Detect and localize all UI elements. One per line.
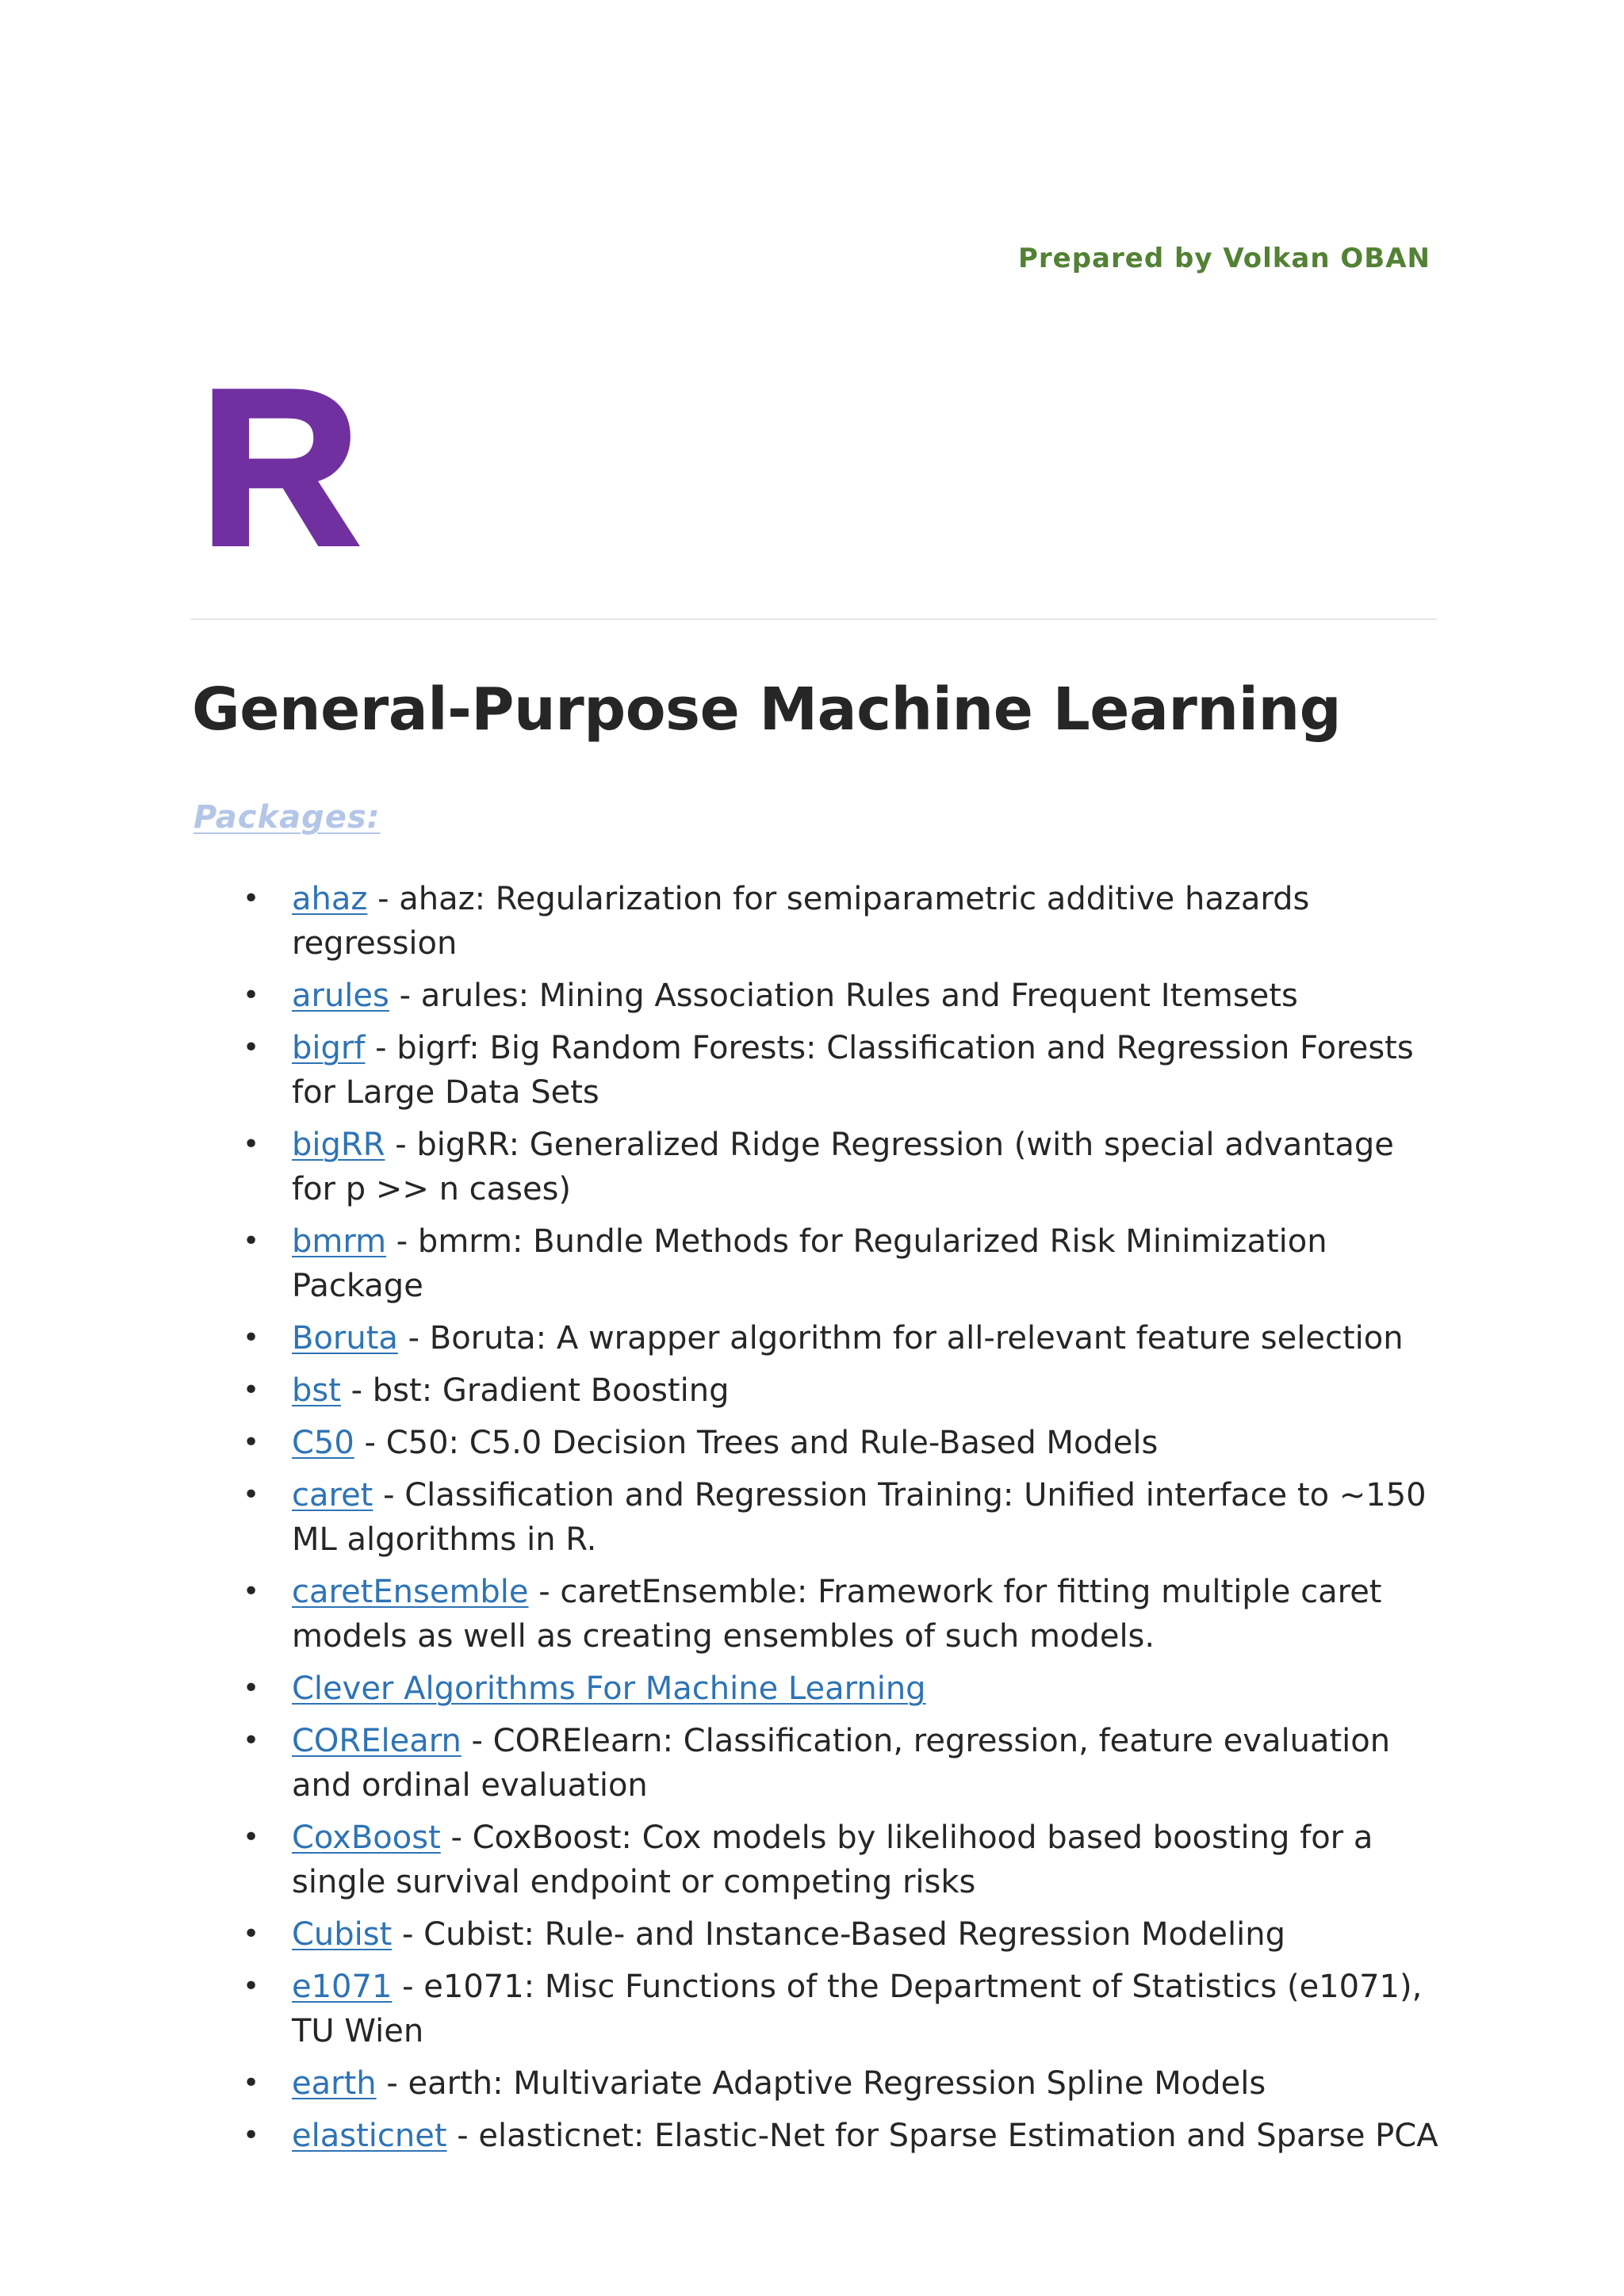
bullet-icon: •	[243, 2067, 260, 2099]
bullet-icon: •	[243, 882, 260, 915]
list-item	[238, 1123, 1443, 1211]
package-link[interactable]: ahaz	[292, 881, 368, 917]
package-description: - caretEnsemble: Framework for fitting multiple caret models as well as creating ensembles of such models.	[292, 1574, 1382, 1655]
package-description: - earth: Multivariate Adaptive Regression Spline Models	[376, 2065, 1266, 2102]
bullet-icon: •	[243, 1374, 260, 1406]
package-link[interactable]: bigrf	[292, 1030, 366, 1066]
prepared-by: Prepared by Volkan OBAN	[1017, 243, 1431, 274]
package-description: - elasticnet: Elastic-Net for Sparse Estimation and Sparse PCA	[446, 2118, 1438, 2154]
list-item	[238, 1219, 1443, 1308]
bullet-icon: •	[243, 1225, 260, 1257]
bullet-icon: •	[243, 1970, 260, 2003]
list-item	[238, 974, 1443, 1018]
package-link[interactable]: bmrm	[292, 1223, 387, 1260]
bullet-icon: •	[243, 1724, 260, 1757]
list-item	[238, 1965, 1443, 2053]
list-item	[238, 1473, 1443, 1562]
bullet-icon: •	[243, 979, 260, 1012]
list-item	[238, 877, 1443, 966]
package-link[interactable]: Boruta	[292, 1320, 398, 1357]
package-description: - bst: Gradient Boosting	[340, 1372, 730, 1409]
package-link[interactable]: caret	[292, 1477, 373, 1513]
package-description: - Cubist: Rule- and Instance-Based Regression Modeling	[392, 1916, 1285, 1953]
list-item	[238, 1368, 1443, 1413]
package-link[interactable]: bst	[292, 1372, 341, 1409]
package-link[interactable]: caretEnsemble	[292, 1574, 529, 1610]
package-description: - Classification and Regression Training: Unified interface to ~150 ML algorithms in R.	[292, 1477, 1427, 1558]
r-logo: R	[200, 344, 361, 591]
package-description: - bigRR: Generalized Ridge Regression (with special advantage for p >> n cases)	[292, 1127, 1394, 1207]
bullet-icon: •	[243, 1821, 260, 1854]
package-link[interactable]: bigRR	[292, 1127, 385, 1163]
package-link[interactable]: elasticnet	[292, 2118, 447, 2154]
bullet-icon: •	[243, 1426, 260, 1459]
bullet-icon: •	[243, 1918, 260, 1950]
bullet-icon: •	[243, 1479, 260, 1511]
list-item	[238, 1421, 1443, 1465]
package-description: - e1071: Misc Functions of the Department of Statistics (e1071), TU Wien	[292, 1969, 1423, 2049]
list-item	[238, 1026, 1443, 1115]
list-item	[238, 1719, 1443, 1808]
package-link[interactable]: e1071	[292, 1969, 393, 2005]
list-item	[238, 1667, 1443, 1711]
list-item	[238, 1570, 1443, 1659]
package-link[interactable]: Clever Algorithms For Machine Learning	[292, 1670, 926, 1707]
section-label-packages: Packages:	[193, 799, 381, 836]
package-description: - arules: Mining Association Rules and Frequent Itemsets	[389, 978, 1298, 1014]
bullet-icon: •	[243, 1031, 260, 1064]
list-item	[238, 1316, 1443, 1360]
bullet-icon: •	[243, 1672, 260, 1705]
package-description: - bigrf: Big Random Forests: Classification and Regression Forests for Large Data Sets	[292, 1030, 1414, 1111]
list-item	[238, 1912, 1443, 1957]
horizontal-divider	[190, 618, 1437, 620]
list-item	[238, 2114, 1443, 2158]
package-description: - Boruta: A wrapper algorithm for all-relevant feature selection	[397, 1320, 1404, 1357]
package-description: - bmrm: Bundle Methods for Regularized Risk Minimization Package	[292, 1223, 1327, 1304]
package-description: - ahaz: Regularization for semiparametric additive hazards regression	[292, 881, 1310, 962]
bullet-icon: •	[243, 1322, 260, 1354]
package-link[interactable]: CORElearn	[292, 1723, 462, 1759]
list-item	[238, 2061, 1443, 2106]
package-link[interactable]: arules	[292, 978, 389, 1014]
package-link[interactable]: C50	[292, 1425, 354, 1461]
bullet-icon: •	[243, 1575, 260, 1608]
list-item	[238, 1816, 1443, 1904]
package-list	[238, 877, 1443, 2166]
package-link[interactable]: earth	[292, 2065, 377, 2102]
package-description: - CoxBoost: Cox models by likelihood based boosting for a single survival endpoint or competing risks	[292, 1820, 1373, 1900]
package-description: - CORElearn: Classification, regression, feature evaluation and ordinal evaluation	[292, 1723, 1391, 1804]
package-link[interactable]: CoxBoost	[292, 1820, 441, 1856]
page-title: General-Purpose Machine Learning	[192, 675, 1342, 744]
bullet-icon: •	[243, 2119, 260, 2152]
package-description: - C50: C5.0 Decision Trees and Rule-Based Models	[354, 1425, 1159, 1461]
bullet-icon: •	[243, 1128, 260, 1161]
package-link[interactable]: Cubist	[292, 1916, 393, 1953]
